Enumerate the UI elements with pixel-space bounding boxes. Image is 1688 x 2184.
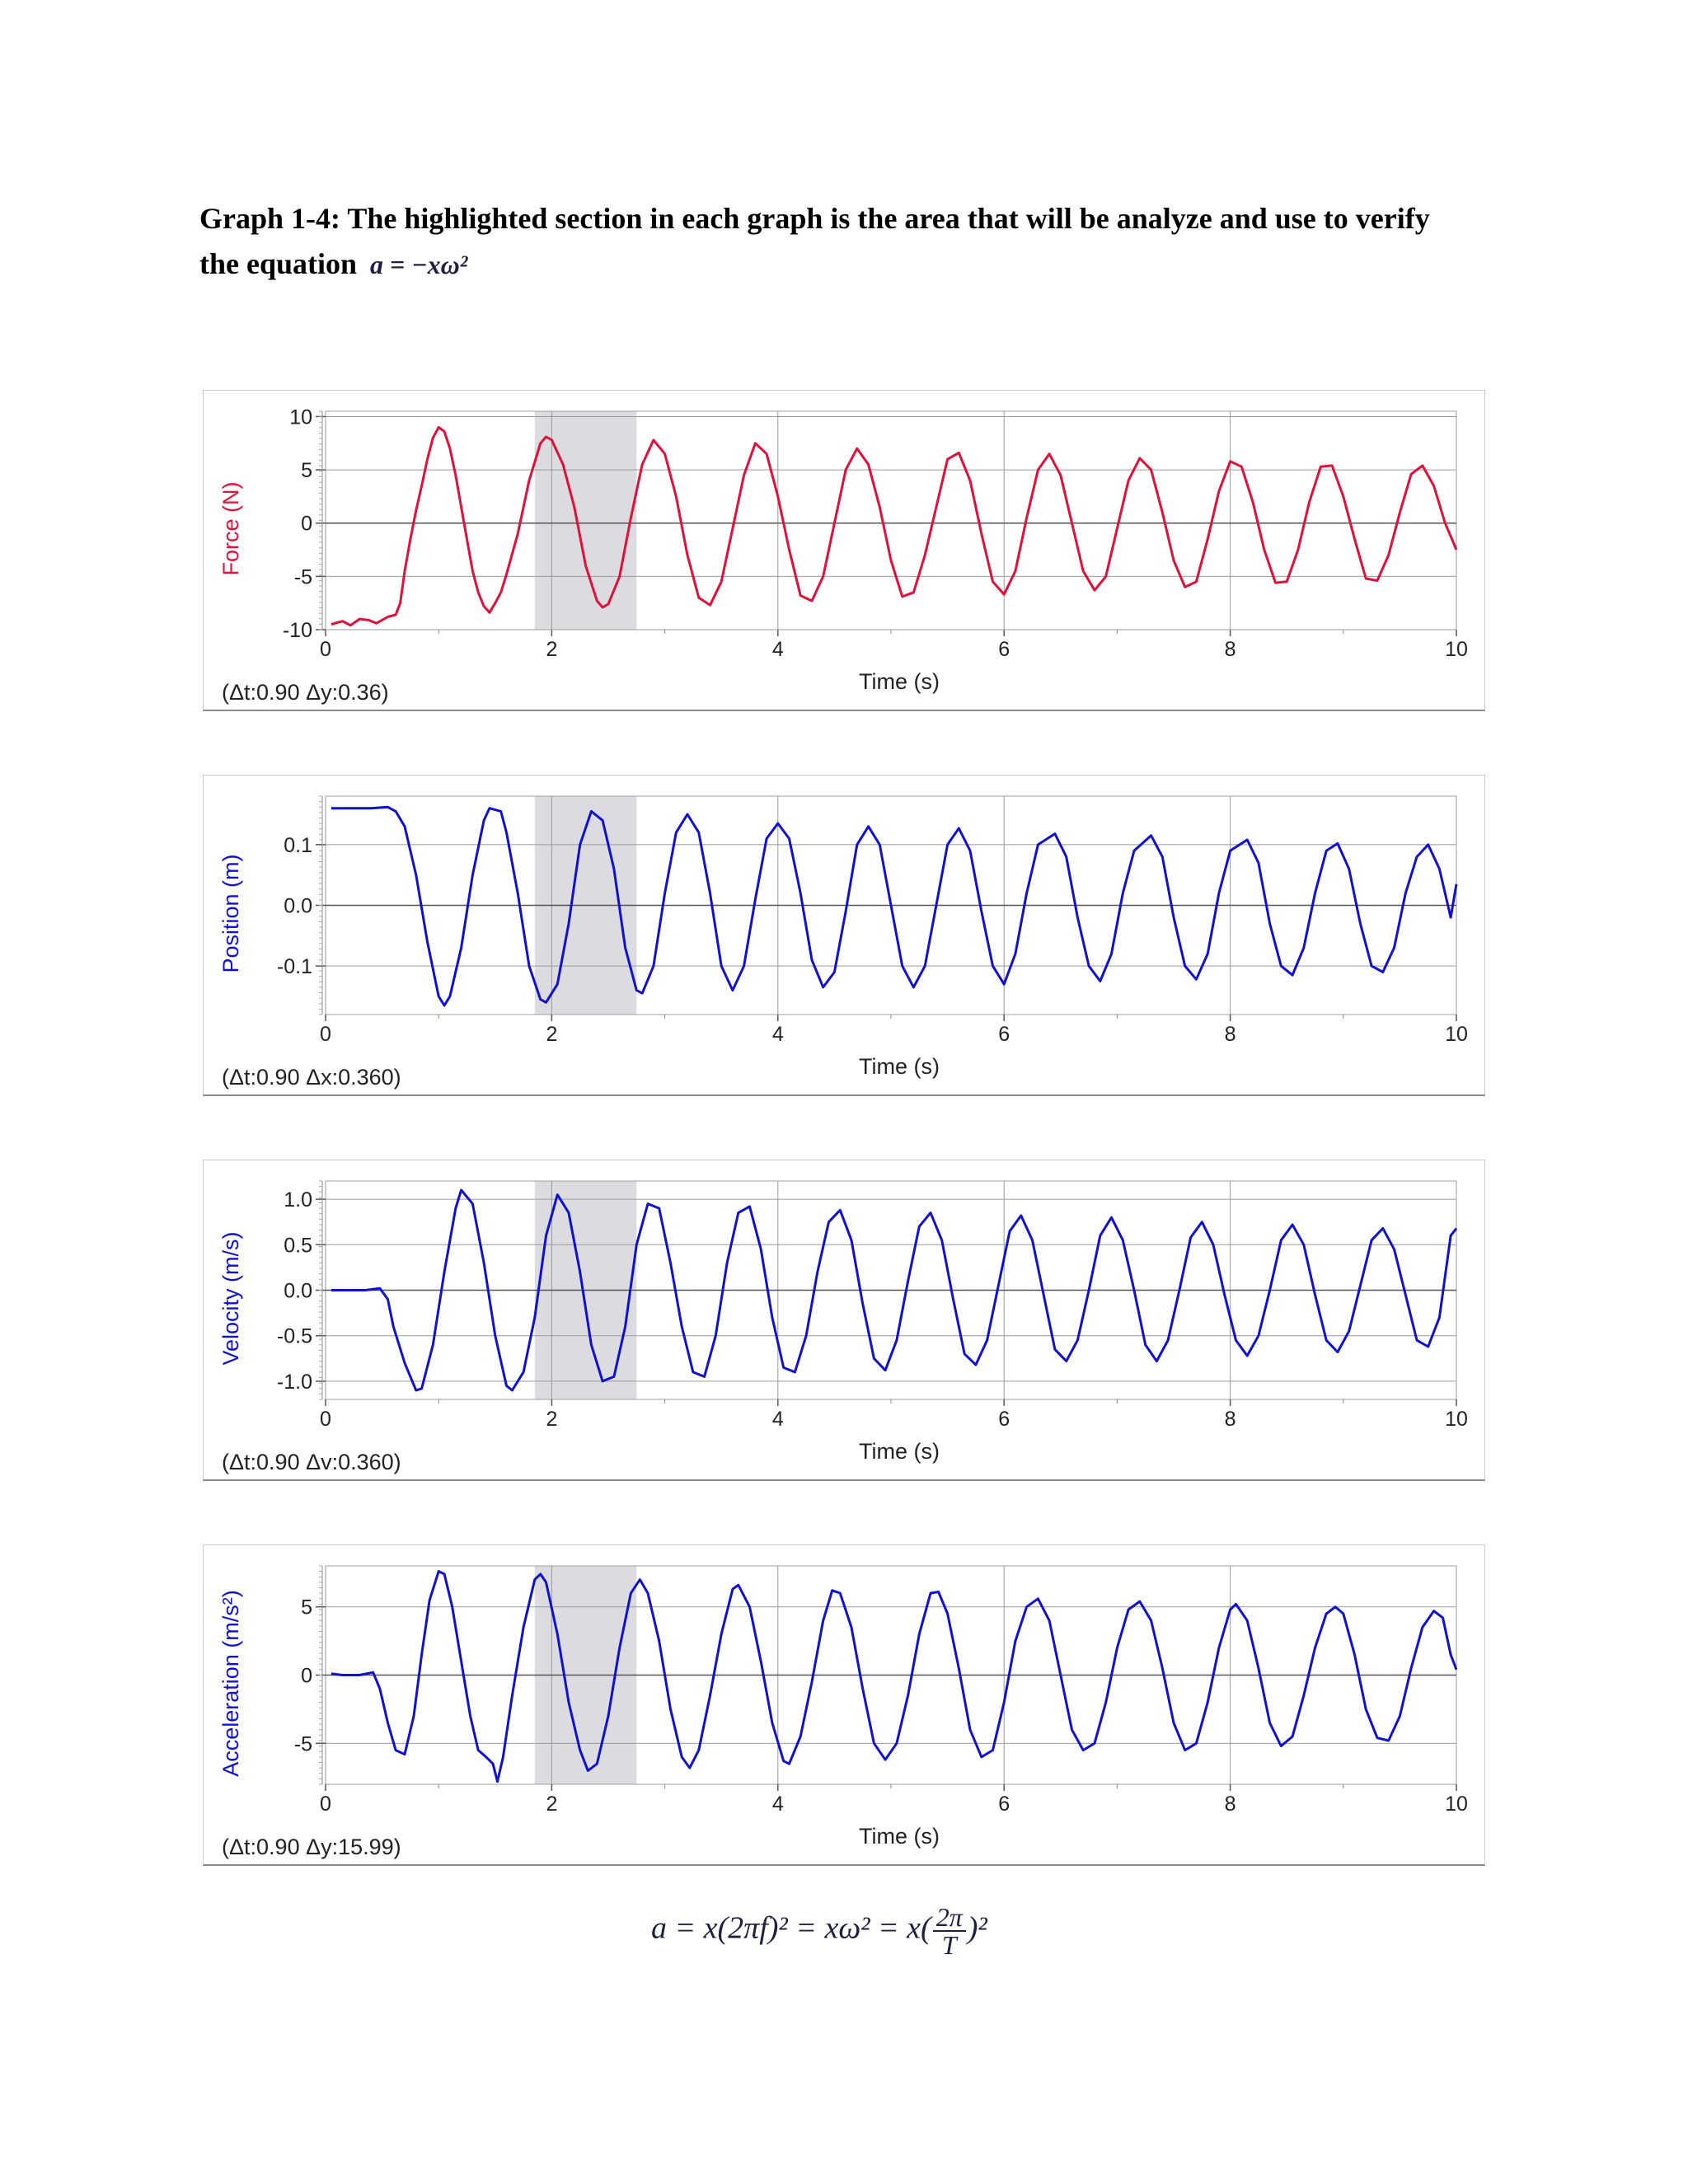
x-tick-label: 10 [1445,638,1468,661]
x-tick-label: 4 [771,1793,784,1816]
y-axis-label: Position (m) [218,854,243,973]
x-tick-label: 0 [320,1793,331,1816]
y-tick-label: -0.5 [276,1324,312,1348]
chart-svg [204,391,1486,712]
x-axis-label: Time (s) [859,1439,940,1464]
x-tick-label: 6 [998,1408,1010,1431]
data-series-line [331,1572,1456,1782]
y-axis-label: Acceleration (m/s²) [218,1590,243,1777]
chart-svg [204,1160,1486,1482]
formula-denominator: T [941,1930,957,1960]
data-series-line [331,807,1456,1005]
x-tick-label: 8 [1224,1023,1236,1046]
x-tick-label: 2 [546,1023,558,1046]
y-tick-label: 0.0 [284,894,312,918]
y-tick-label: 10 [289,405,312,429]
formula-numerator: 2π [933,1904,966,1932]
x-tick-label: 4 [771,1408,784,1431]
y-axis-label: Velocity (m/s) [218,1231,243,1366]
chart-svg [204,776,1486,1097]
velocity-chart [203,1160,1485,1481]
heading-line-2: the equation [199,247,358,280]
x-tick-label: 2 [546,1408,558,1431]
y-tick-label: 0 [301,512,312,536]
formula-fraction [933,1904,966,1958]
x-tick-label: 2 [546,1793,558,1816]
x-tick-label: 6 [998,1023,1010,1046]
acceleration-formula [651,1904,987,1958]
delta-stats: (Δt:0.90 Δy:0.36) [222,680,389,705]
x-tick-label: 10 [1445,1023,1468,1046]
data-series-line [331,427,1456,625]
y-tick-label: -5 [293,1732,312,1756]
x-axis-label: Time (s) [859,669,940,694]
document-heading [199,196,1518,288]
heading-equation: a = −xω² [370,250,468,279]
force-chart [203,390,1485,711]
y-tick-label: 0 [301,1664,312,1688]
y-tick-label: 5 [301,459,312,483]
delta-stats: (Δt:0.90 Δx:0.360) [222,1065,401,1090]
x-axis-label: Time (s) [859,1824,940,1849]
y-tick-label: 1.0 [284,1188,312,1212]
formula-part-1: a = x(2πf)² = xω² = x( [651,1910,931,1946]
y-tick-label: 0.1 [284,833,312,857]
y-tick-label: 0.0 [284,1279,312,1303]
x-tick-label: 10 [1445,1793,1468,1816]
position-chart [203,775,1485,1096]
x-tick-label: 6 [998,638,1010,661]
x-tick-label: 8 [1224,638,1236,661]
y-axis-label: Force (N) [218,481,243,576]
y-tick-label: 0.5 [284,1234,312,1258]
x-tick-label: 0 [320,1408,331,1431]
x-tick-label: 0 [320,638,331,661]
plot-frame [326,411,1456,630]
chart-svg [204,1545,1486,1867]
x-tick-label: 0 [320,1023,331,1046]
x-tick-label: 2 [546,638,558,661]
x-axis-label: Time (s) [859,1054,940,1079]
y-tick-label: 5 [301,1596,312,1619]
x-tick-label: 10 [1445,1408,1468,1431]
heading-line-2-row [199,241,1518,288]
delta-stats: (Δt:0.90 Δv:0.360) [222,1450,401,1474]
y-tick-label: -0.1 [276,955,312,979]
y-tick-label: -10 [282,619,312,642]
y-tick-label: -5 [293,565,312,589]
acceleration-chart [203,1544,1485,1866]
heading-line-1: Graph 1-4: The highlighted section in each graph is the area that will be analyze and use to verify [199,202,1430,235]
y-tick-label: -1.0 [276,1370,312,1394]
x-tick-label: 4 [771,638,784,661]
x-tick-label: 8 [1224,1793,1236,1816]
x-tick-label: 6 [998,1793,1010,1816]
delta-stats: (Δt:0.90 Δy:15.99) [222,1835,401,1859]
formula-part-2: )² [967,1910,987,1946]
x-tick-label: 4 [771,1023,784,1046]
highlight-band [535,411,636,630]
x-tick-label: 8 [1224,1408,1236,1431]
